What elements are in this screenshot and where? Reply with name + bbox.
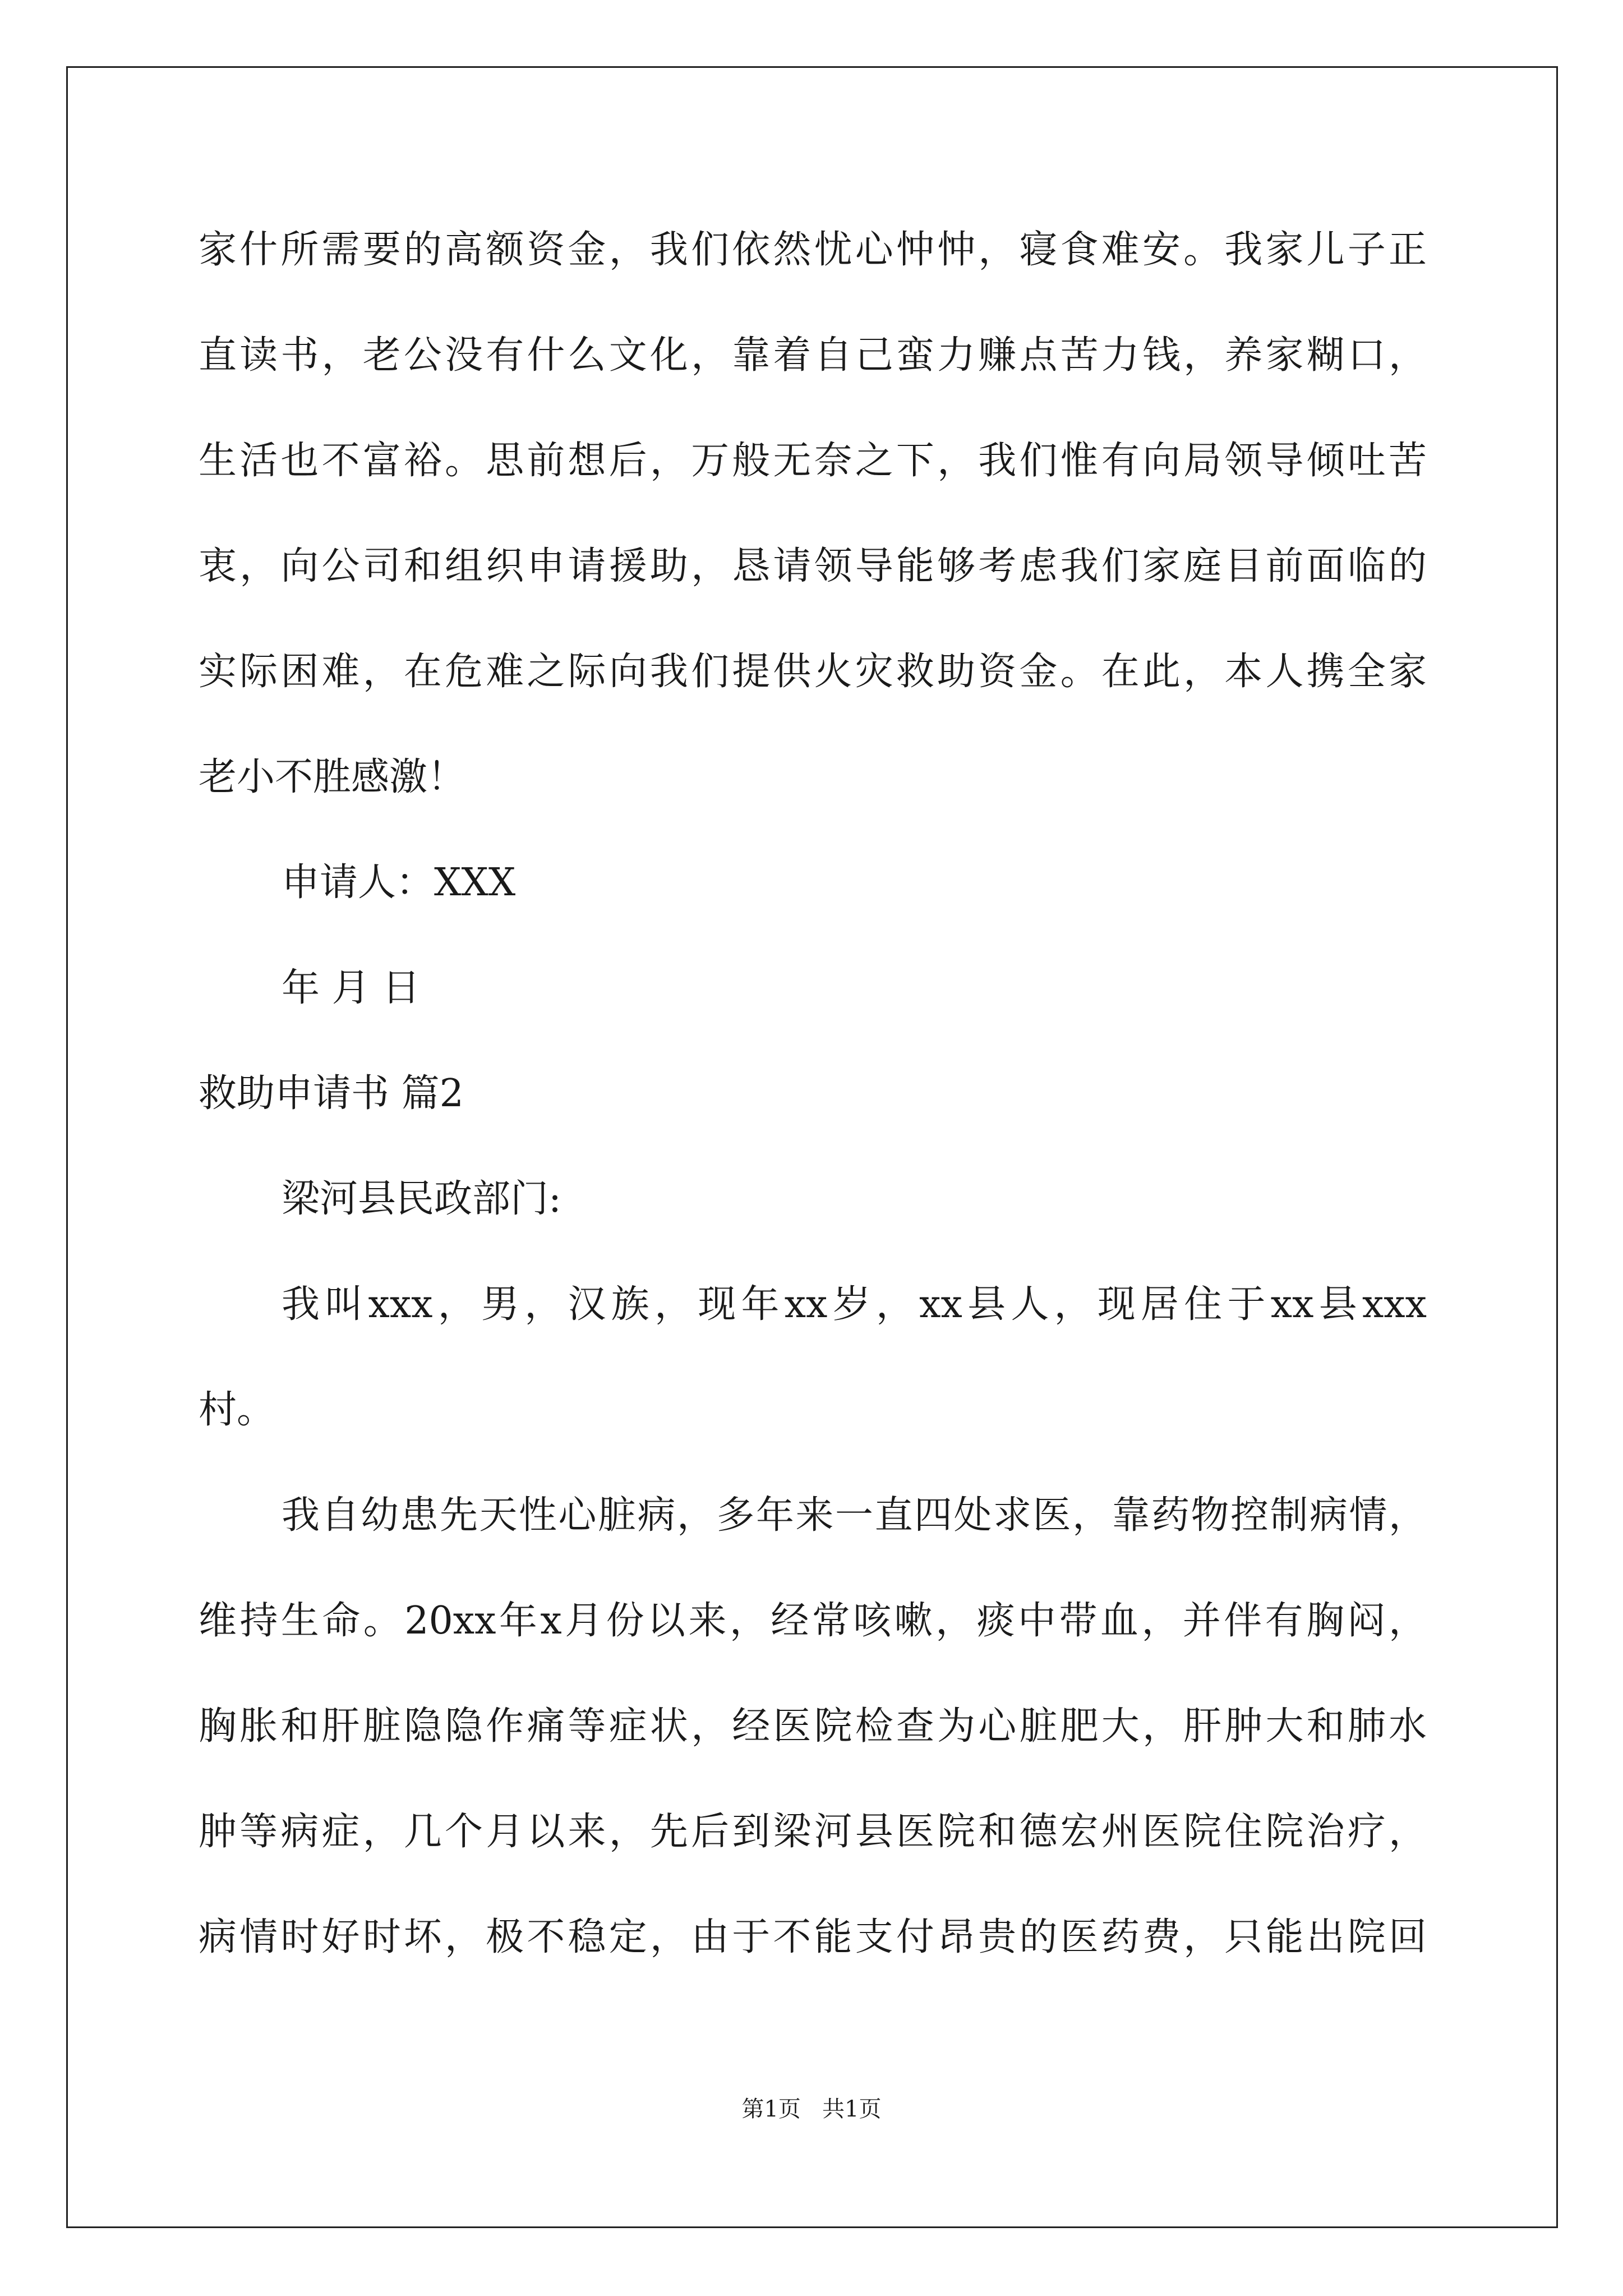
paragraph-line: 胸胀和肝脏隐隐作痛等症状，经医院检查为心脏肥大，肝肿大和肺水 <box>199 1704 1427 1749</box>
paragraph-line: 衷，向公司和组织申请援助，恳请领导能够考虑我们家庭目前面临的 <box>199 544 1427 588</box>
salutation: 梁河县民政部门: <box>282 1177 561 1221</box>
paragraph-line: 维持生命。20xx年x月份以来，经常咳嗽，痰中带血，并伴有胸闷， <box>199 1599 1427 1643</box>
paragraph-line: 我叫xxx，男，汉族，现年xx岁，xx县人，现居住于xx县xxx <box>282 1282 1427 1327</box>
paragraph-line: 实际困难，在危难之际向我们提供火灾救助资金。在此，本人携全家 <box>199 650 1427 694</box>
paragraph-line: 老小不胜感激！ <box>199 755 466 799</box>
paragraph-line: 村。 <box>199 1388 275 1432</box>
paragraph-line: 肿等病症，几个月以来，先后到梁河县医院和德宏州医院住院治疗， <box>199 1810 1427 1854</box>
section-heading: 救助申请书 篇2 <box>199 1071 464 1116</box>
paragraph-line: 家什所需要的高额资金，我们依然忧心忡忡，寝食难安。我家儿子正 <box>199 228 1427 272</box>
page-number: 第1页 共1页 <box>741 2096 882 2122</box>
paragraph-line: 病情时好时坏，极不稳定，由于不能支付昂贵的医药费，只能出院回 <box>199 1915 1427 1959</box>
page-border <box>66 66 1558 2228</box>
paragraph-line: 生活也不富裕。思前想后，万般无奈之下，我们惟有向局领导倾吐苦 <box>199 439 1427 483</box>
date-line: 年 月 日 <box>282 966 421 1010</box>
applicant-signature: 申请人：XXX <box>282 861 516 905</box>
paragraph-line: 我自幼患先天性心脏病，多年来一直四处求医，靠药物控制病情， <box>282 1493 1427 1538</box>
paragraph-line: 直读书，老公没有什么文化，靠着自己蛮力赚点苦力钱，养家糊口， <box>199 333 1427 378</box>
